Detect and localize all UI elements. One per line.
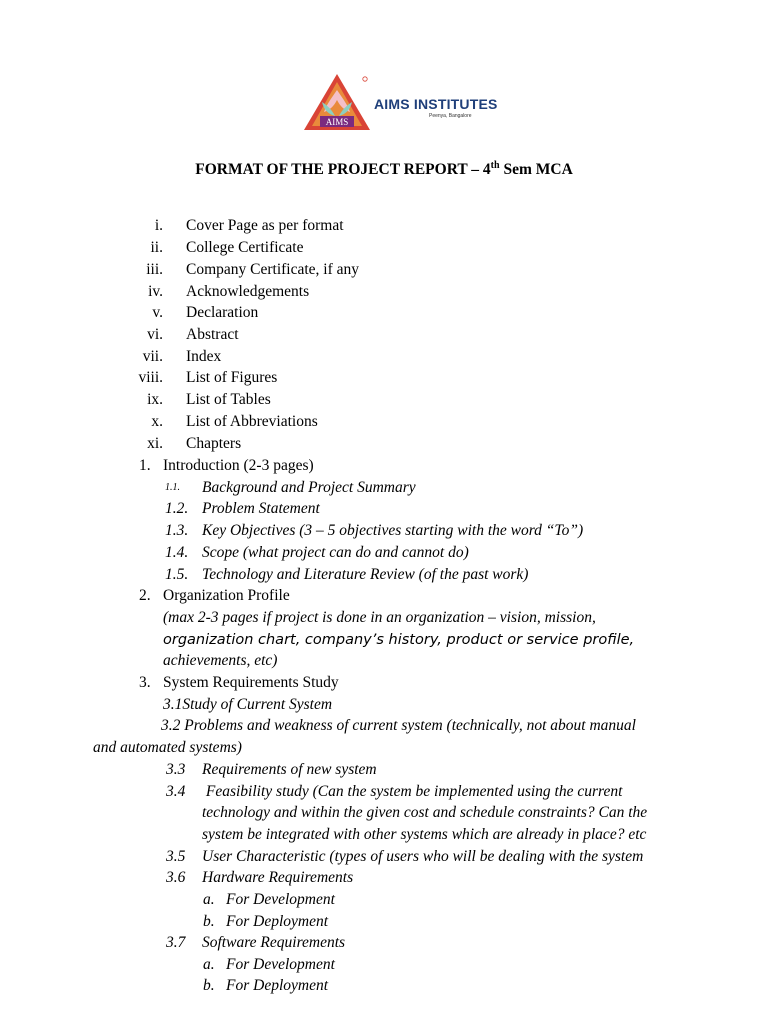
roman-num: viii. (138, 369, 163, 386)
section-text: Feasibility study (Can the system be implemented using the current (202, 783, 623, 800)
list-item: Abstract (186, 326, 239, 343)
sub-item-letter: a. (203, 956, 215, 973)
sub-item-text: For Deployment (226, 977, 329, 994)
institute-name: AIMS INSTITUTES (374, 96, 498, 112)
sub-item-text: For Deployment (226, 913, 329, 930)
roman-num: xi. (147, 435, 163, 452)
institute-location: Peenya, Bangalore (429, 113, 472, 119)
chapter-number: 1. (139, 457, 151, 474)
chapter-note: organization chart, company’s history, product or service profile, (163, 632, 635, 648)
roman-num: ix. (147, 391, 163, 408)
section-text: 3.1Study of Current System (163, 696, 333, 713)
chapter-note: (max 2-3 pages if project is done in an organization – vision, mission, (163, 609, 596, 626)
section-number: 3.5 (166, 848, 186, 865)
section-text: Software Requirements (202, 934, 346, 951)
chapter-number: 2. (139, 587, 151, 604)
list-item: List of Tables (186, 391, 271, 408)
section-text: Hardware Requirements (202, 869, 354, 886)
roman-num: i. (154, 217, 163, 234)
section-number: 1.4. (165, 544, 189, 561)
roman-num: x. (151, 413, 163, 430)
roman-num: v. (152, 304, 163, 321)
chapter-note: achievements, etc) (163, 652, 278, 669)
list-item: Index (186, 348, 222, 365)
section-text: Technology and Literature Review (of the past work) (202, 566, 529, 583)
section-number: 1.3. (165, 522, 189, 539)
chapter-title: Organization Profile (163, 587, 290, 604)
roman-num: vi. (147, 326, 163, 343)
aims-logo (302, 72, 502, 134)
list-item: Company Certificate, if any (186, 261, 360, 278)
list-item: Acknowledgements (186, 283, 310, 300)
list-item: Declaration (186, 304, 259, 321)
section-text: Scope (what project can do and cannot do) (202, 544, 469, 561)
section-number: 1.5. (165, 566, 189, 583)
roman-num: iv. (148, 283, 163, 300)
section-text: technology and within the given cost and schedule constraints? Can the (202, 804, 648, 821)
section-number: 3.4 (166, 783, 186, 800)
list-item: Cover Page as per format (186, 217, 344, 234)
chapter-title: System Requirements Study (163, 674, 339, 691)
emblem-text: AIMS (325, 117, 349, 127)
section-text: 3.2 Problems and weakness of current system (technically, not about manual (161, 717, 636, 734)
section-text: system be integrated with other systems which are already in place? etc (202, 826, 647, 843)
section-text: and automated systems) (93, 739, 242, 756)
roman-num: vii. (142, 348, 163, 365)
sub-item-text: For Development (226, 956, 335, 973)
roman-num: ii. (150, 239, 163, 256)
section-number: 1.2. (165, 500, 189, 517)
section-text: Problem Statement (202, 500, 320, 517)
list-item: List of Figures (186, 369, 278, 386)
list-item: College Certificate (186, 239, 304, 256)
list-item: List of Abbreviations (186, 413, 318, 430)
sub-item-letter: b. (203, 977, 215, 994)
sub-item-text: For Development (226, 891, 335, 908)
section-number: 3.7 (166, 934, 186, 951)
section-text: User Characteristic (types of users who will be dealing with the system (202, 848, 644, 865)
section-number: 3.6 (166, 869, 186, 886)
list-item: Chapters (186, 435, 242, 452)
chapter-title: Introduction (2-3 pages) (163, 457, 314, 474)
section-text: Key Objectives (3 – 5 objectives starting with the word “To”) (202, 522, 584, 539)
aims-emblem-icon (302, 72, 372, 134)
chapter-number: 3. (139, 674, 151, 691)
sub-item-letter: a. (203, 891, 215, 908)
roman-num: iii. (146, 261, 163, 278)
section-number: 3.3 (166, 761, 186, 778)
section-text: Requirements of new system (202, 761, 377, 778)
page-title: FORMAT OF THE PROJECT REPORT – 4th Sem MCA (195, 160, 573, 179)
sub-item-letter: b. (203, 913, 215, 930)
section-text: Background and Project Summary (202, 479, 416, 496)
section-number: 1.1. (165, 482, 180, 493)
